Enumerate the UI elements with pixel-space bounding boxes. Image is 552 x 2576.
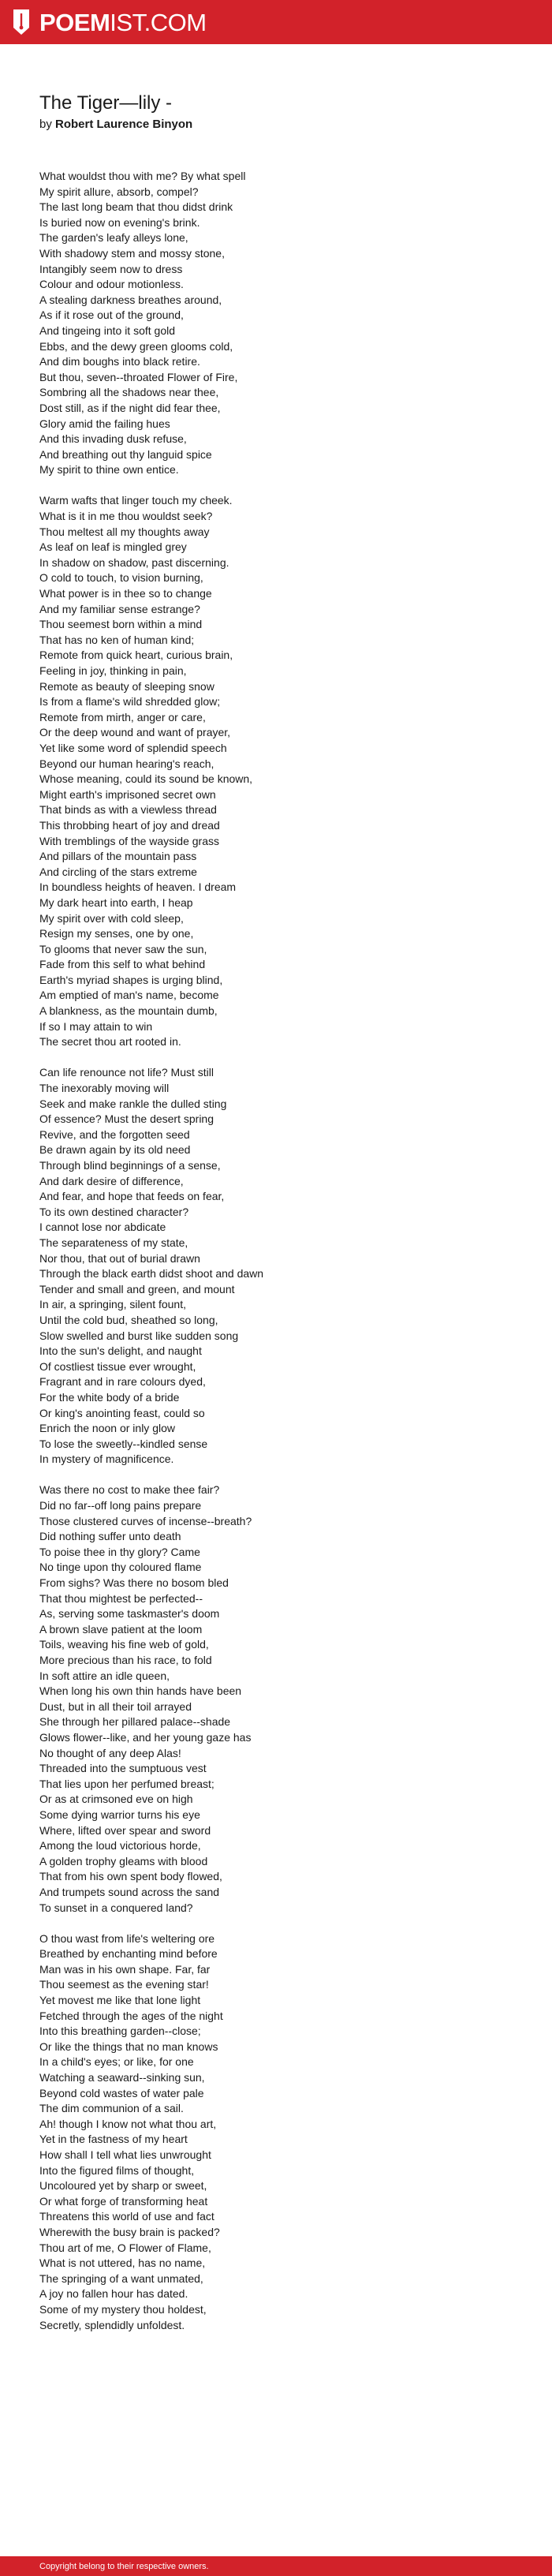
poem-body: [39, 169, 528, 2333]
poem-line: And trumpets sound across the sand: [39, 1885, 220, 1898]
poem-line: Resign my senses, one by one,: [39, 927, 194, 940]
poem-line: And pillars of the mountain pass: [39, 850, 197, 863]
poem-line: Threaded into the sumptuous vest: [39, 1762, 207, 1775]
poem-line: Warm wafts that linger touch my cheek.: [39, 494, 233, 507]
poem-line: Or the deep wound and want of prayer,: [39, 726, 231, 739]
poem-line: No thought of any deep Alas!: [39, 1746, 181, 1759]
poem-content: [39, 92, 528, 2349]
poem-line: My spirit over with cold sleep,: [39, 911, 184, 925]
quill-icon: [11, 9, 32, 36]
poem-line: Ebbs, and the dewy green glooms cold,: [39, 339, 233, 353]
poem-line: No tinge upon thy coloured flame: [39, 1561, 202, 1574]
poem-line: Be drawn again by its old need: [39, 1143, 191, 1157]
top-bar: [0, 0, 552, 44]
poem-line: The dim communion of a sail.: [39, 2102, 184, 2115]
poem-line: Intangibly seem now to dress: [39, 262, 183, 275]
poem-line: This throbbing heart of joy and dread: [39, 818, 220, 832]
poem-line: A blankness, as the mountain dumb,: [39, 1004, 218, 1018]
poem-line: What is it in me thou wouldst seek?: [39, 510, 213, 523]
poem-line: Did nothing suffer unto death: [39, 1530, 181, 1543]
poem-line: A stealing darkness breathes around,: [39, 293, 222, 306]
poem-line: But thou, seven--throated Flower of Fire,: [39, 370, 238, 383]
poem-line: And breathing out thy languid spice: [39, 447, 212, 461]
poem-line: Into the sun's delight, and naught: [39, 1344, 202, 1358]
poem-line: Remote as beauty of sleeping snow: [39, 679, 214, 693]
poem-line: Glows flower--like, and her young gaze has: [39, 1730, 252, 1744]
stanza: [39, 169, 528, 478]
poem-line: Seek and make rankle the dulled sting: [39, 1097, 227, 1110]
author-link[interactable]: Robert Laurence Binyon: [55, 118, 193, 131]
poem-line: Of essence? Must the desert spring: [39, 1112, 214, 1126]
poem-line: My dark heart into earth, I heap: [39, 895, 193, 909]
poem-line: In mystery of magnificence.: [39, 1453, 174, 1466]
poem-line: She through her pillared palace--shade: [39, 1715, 231, 1729]
poem-line: Earth's myriad shapes is urging blind,: [39, 973, 223, 986]
poem-line: If so I may attain to win: [39, 1019, 153, 1033]
poem-line: Or like the things that no man knows: [39, 2039, 218, 2053]
poem-line: The secret thou art rooted in.: [39, 1035, 181, 1049]
poem-line: Those clustered curves of incense--breath?: [39, 1514, 252, 1527]
poem-line: Yet like some word of splendid speech: [39, 741, 227, 754]
poem-line: I cannot lose nor abdicate: [39, 1221, 166, 1234]
poem-line: That binds as with a viewless thread: [39, 803, 217, 817]
poem-line: As if it rose out of the ground,: [39, 308, 184, 322]
poem-line: Fade from this self to what behind: [39, 958, 206, 971]
poem-line: Slow swelled and burst like sudden song: [39, 1329, 239, 1342]
poem-line: To poise thee in thy glory? Came: [39, 1545, 200, 1558]
poem-line: Wherewith the busy brain is packed?: [39, 2225, 220, 2238]
poem-line: Beyond cold wastes of water pale: [39, 2086, 204, 2099]
poem-line: Some dying warrior turns his eye: [39, 1808, 200, 1821]
poem-line: My spirit to thine own entice.: [39, 463, 179, 477]
poem-line: A brown slave patient at the loom: [39, 1622, 203, 1636]
poem-line: Of costliest tissue ever wrought,: [39, 1359, 196, 1373]
poem-line: Thou meltest all my thoughts away: [39, 525, 210, 538]
poem-line: O thou wast from life's weltering ore: [39, 1931, 215, 1945]
poem-line: Or as at crimsoned eve on high: [39, 1793, 193, 1806]
footer-bar: [0, 2556, 552, 2576]
brand-name-bold: POEM: [39, 8, 110, 36]
poem-line: In soft attire an idle queen,: [39, 1669, 170, 1682]
poem-line: In a child's eyes; or like, for one: [39, 2055, 194, 2069]
poem-line: Remote from quick heart, curious brain,: [39, 649, 233, 662]
copyright-text: Copyright belong to their respective owners.: [39, 2561, 209, 2571]
stanza: [39, 1065, 528, 1467]
poem-line: Secretly, splendidly unfoldest.: [39, 2318, 185, 2331]
poem-line: And tingeing into it soft gold: [39, 323, 176, 337]
stanza: [39, 1482, 528, 1916]
poem-line: Through blind beginnings of a sense,: [39, 1159, 221, 1172]
poem-line: Nor thou, that out of burial drawn: [39, 1251, 200, 1265]
poem-line: Beyond our human hearing's reach,: [39, 757, 214, 770]
poem-line: That lies upon her perfumed breast;: [39, 1777, 214, 1790]
poem-line: O cold to touch, to vision burning,: [39, 571, 203, 585]
poem-line: The garden's leafy alleys lone,: [39, 231, 188, 245]
poem-line: Enrich the noon or inly glow: [39, 1422, 175, 1435]
stanza: [39, 493, 528, 1049]
poem-line: The inexorably moving will: [39, 1082, 170, 1095]
poem-line: Is buried now on evening's brink.: [39, 215, 200, 229]
poem-line: Thou seemest born within a mind: [39, 618, 203, 631]
poem-line: And this invading dusk refuse,: [39, 432, 187, 446]
poem-line: Feeling in joy, thinking in pain,: [39, 664, 187, 677]
poem-line: What power is in thee so to change: [39, 587, 212, 600]
poem-line: How shall I tell what lies unwrought: [39, 2148, 211, 2161]
poem-line: Among the loud victorious horde,: [39, 1839, 201, 1853]
poem-line: Might earth's imprisoned secret own: [39, 787, 216, 801]
poem-line: Did no far--off long pains prepare: [39, 1499, 202, 1512]
poem-line: And dark desire of difference,: [39, 1174, 184, 1187]
poem-line: And my familiar sense estrange?: [39, 602, 200, 615]
by-label: by: [39, 118, 52, 131]
poem-line: When long his own thin hands have been: [39, 1684, 242, 1698]
poem-line: To sunset in a conquered land?: [39, 1901, 193, 1914]
poem-line: Yet movest me like that lone light: [39, 1994, 201, 2007]
poem-line: Man was in his own shape. Far, far: [39, 1962, 211, 1976]
poem-line: As leaf on leaf is mingled grey: [39, 540, 187, 554]
poem-line: Yet in the fastness of my heart: [39, 2133, 188, 2146]
poem-line: With shadowy stem and mossy stone,: [39, 246, 225, 260]
poem-line: Through the black earth didst shoot and dawn: [39, 1267, 264, 1281]
poem-line: From sighs? Was there no bosom bled: [39, 1576, 229, 1590]
poem-line: With tremblings of the wayside grass: [39, 834, 219, 847]
poem-line: Ah! though I know not what thou art,: [39, 2117, 217, 2130]
poem-line: To its own destined character?: [39, 1205, 189, 1218]
poem-line: And fear, and hope that feeds on fear,: [39, 1190, 225, 1203]
poem-line: That thou mightest be perfected--: [39, 1591, 203, 1605]
poem-line: In air, a springing, silent fount,: [39, 1298, 186, 1311]
poem-line: A joy no fallen hour has dated.: [39, 2287, 188, 2301]
poem-line: Into the figured films of thought,: [39, 2163, 195, 2177]
poem-line: In shadow on shadow, past discerning.: [39, 555, 229, 569]
poem-line: Tender and small and green, and mount: [39, 1282, 235, 1295]
site-logo-link[interactable]: [11, 9, 207, 36]
poem-line: What is not uttered, has no name,: [39, 2256, 206, 2270]
brand-name-thin: IST.COM: [110, 8, 207, 36]
poem-line: Watching a seaward--sinking sun,: [39, 2071, 205, 2084]
poem-line: Thou art of me, O Flower of Flame,: [39, 2241, 211, 2254]
poem-line: Toils, weaving his fine web of gold,: [39, 1638, 209, 1651]
byline: [39, 117, 528, 133]
poem-line: That has no ken of human kind;: [39, 633, 195, 646]
poem-line: Threatens this world of use and fact: [39, 2210, 214, 2223]
poem-line: What wouldst thou with me? By what spell: [39, 170, 246, 182]
poem-line: Revive, and the forgotten seed: [39, 1127, 190, 1141]
poem-line: Dost still, as if the night did fear thee,: [39, 401, 221, 414]
poem-line: And circling of the stars extreme: [39, 865, 197, 878]
poem-line: Colour and odour motionless.: [39, 278, 184, 291]
poem-line: The separateness of my state,: [39, 1236, 188, 1249]
poem-line: My spirit allure, absorb, compel?: [39, 185, 199, 198]
poem-line: Dust, but in all their toil arrayed: [39, 1699, 192, 1713]
poem-line: Can life renounce not life? Must still: [39, 1066, 214, 1079]
poem-line: Fetched through the ages of the night: [39, 2009, 223, 2022]
poem-line: Or king's anointing feast, could so: [39, 1406, 205, 1419]
poem-line: A golden trophy gleams with blood: [39, 1854, 208, 1868]
stanza: [39, 1931, 528, 2333]
poem-title: The Tiger—lily -: [39, 92, 173, 114]
poem-line: As, serving some taskmaster's doom: [39, 1607, 220, 1621]
site-logo-text: [39, 10, 207, 35]
poem-line: Some of my mystery thou holdest,: [39, 2302, 207, 2316]
poem-line: Uncoloured yet by sharp or sweet,: [39, 2179, 207, 2193]
poem-line: Remote from mirth, anger or care,: [39, 710, 206, 723]
poem-line: Into this breathing garden--close;: [39, 2025, 201, 2038]
poem-line: Whose meaning, could its sound be known,: [39, 772, 253, 786]
poem-line: To glooms that never saw the sun,: [39, 942, 207, 955]
poem-line: Sombring all the shadows near thee,: [39, 386, 219, 399]
poem-line: The last long beam that thou didst drink: [39, 200, 233, 214]
poem-line: The springing of a want unmated,: [39, 2271, 203, 2285]
poem-line: And dim boughs into black retire.: [39, 355, 200, 368]
poem-line: In boundless heights of heaven. I dream: [39, 880, 237, 894]
poem-line: Where, lifted over spear and sword: [39, 1823, 211, 1837]
poem-line: More precious than his race, to fold: [39, 1654, 212, 1666]
poem-line: That from his own spent body flowed,: [39, 1870, 222, 1883]
poem-line: Was there no cost to make thee fair?: [39, 1483, 220, 1497]
poem-line: Breathed by enchanting mind before: [39, 1947, 218, 1961]
poem-line: Fragrant and in rare colours dyed,: [39, 1375, 206, 1389]
poem-line: Thou seemest as the evening star!: [39, 1978, 209, 1991]
poem-line: Is from a flame's wild shredded glow;: [39, 695, 221, 708]
poem-line: Am emptied of man's name, become: [39, 989, 219, 1002]
poem-line: To lose the sweetly--kindled sense: [39, 1437, 208, 1450]
poem-line: Until the cold bud, sheathed so long,: [39, 1313, 218, 1326]
poem-line: For the white body of a bride: [39, 1390, 180, 1404]
poem-line: Glory amid the failing hues: [39, 417, 170, 430]
poem-line: Or what forge of transforming heat: [39, 2194, 208, 2208]
